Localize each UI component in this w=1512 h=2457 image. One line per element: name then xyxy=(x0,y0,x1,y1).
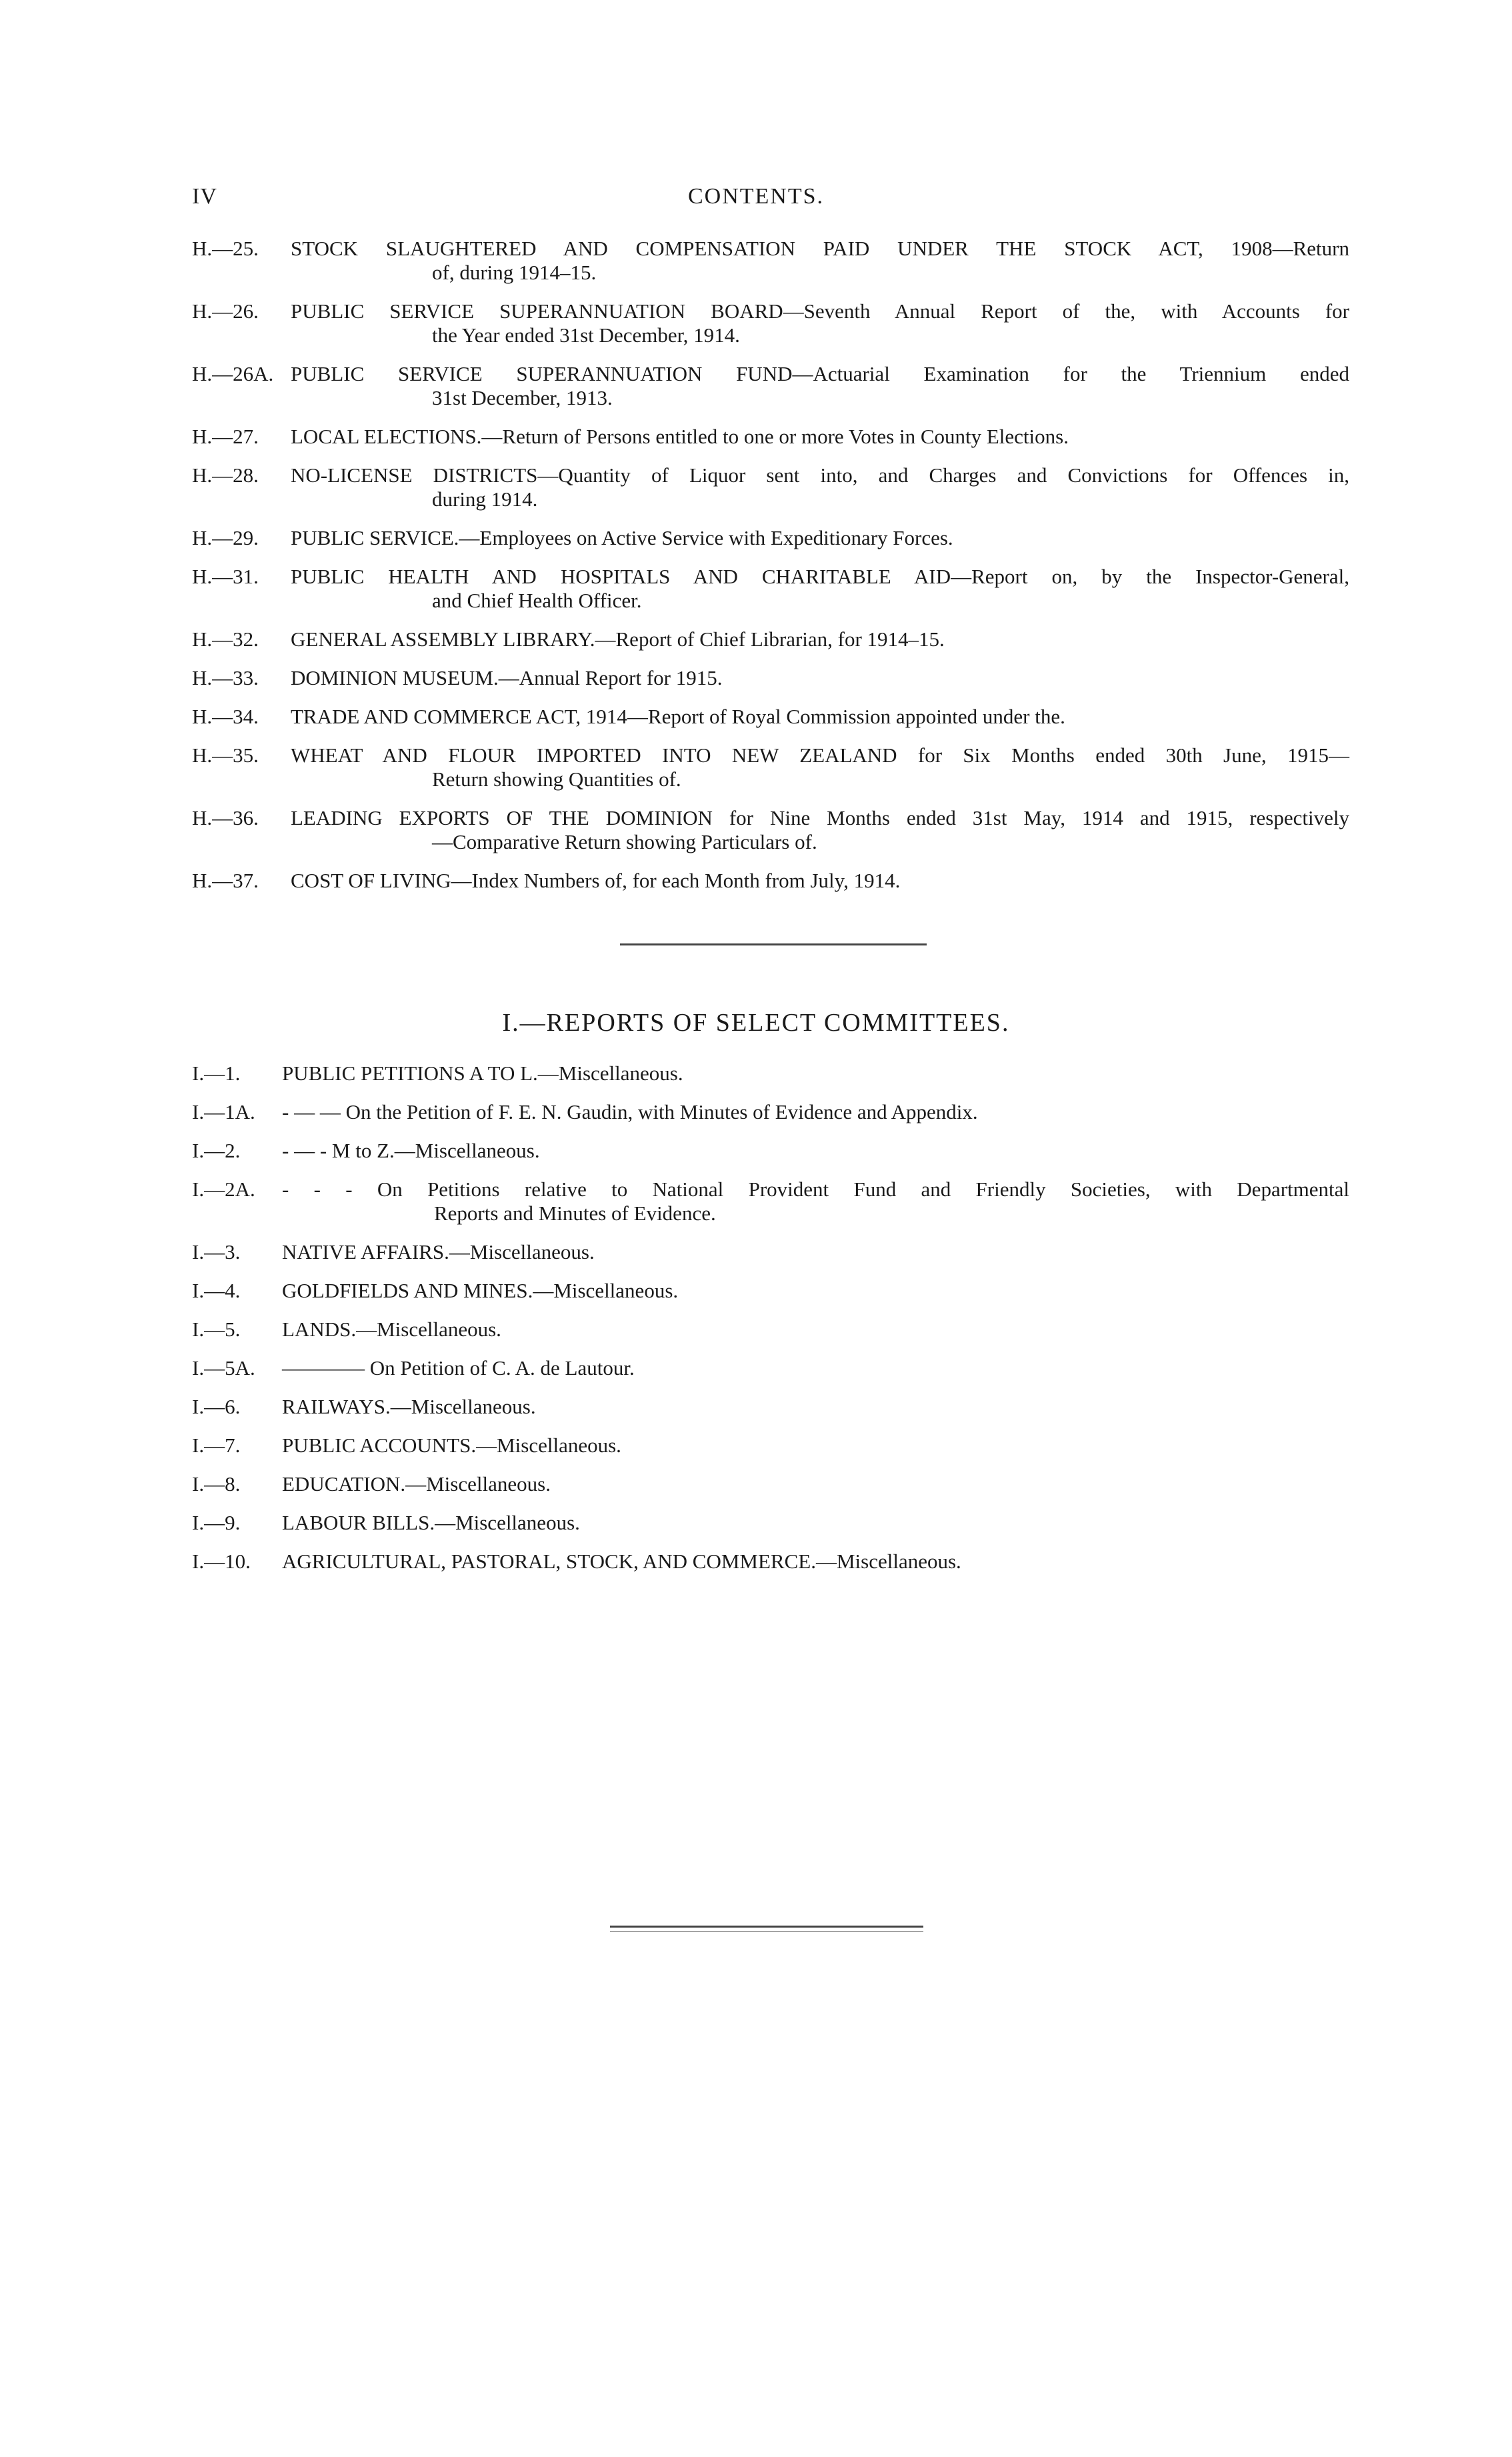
paper-code: I.—1. xyxy=(192,1061,241,1085)
paper-code: H.—37. xyxy=(192,869,259,892)
list-item xyxy=(192,1279,1349,1303)
list-item xyxy=(192,1356,1349,1380)
list-item xyxy=(192,869,1349,893)
h-series-list xyxy=(192,237,1349,907)
list-item xyxy=(192,362,1349,410)
entry-title: GENERAL ASSEMBLY LIBRARY.—Report of Chief Librarian, for 1914–15. xyxy=(291,627,945,651)
list-item xyxy=(192,1061,1349,1085)
paper-code: I.—5A. xyxy=(192,1356,255,1380)
paper-code: I.—4. xyxy=(192,1279,241,1302)
list-item xyxy=(192,526,1349,550)
list-item xyxy=(192,666,1349,690)
paper-code: I.—2. xyxy=(192,1139,241,1162)
paper-code: H.—35. xyxy=(192,743,259,767)
paper-code: H.—36. xyxy=(192,806,259,829)
list-item xyxy=(192,1511,1349,1535)
list-item xyxy=(192,299,1349,347)
entry-title: - — - M to Z.—Miscellaneous. xyxy=(282,1139,540,1162)
list-item xyxy=(192,1139,1349,1163)
entry-title: WHEAT AND FLOUR IMPORTED INTO NEW ZEALAND for Six Months ended 30th June, 1915— xyxy=(291,743,1349,767)
paper-code: H.—25. xyxy=(192,237,259,260)
running-head-title: CONTENTS. xyxy=(687,184,825,209)
entry-title: PUBLIC ACCOUNTS.—Miscellaneous. xyxy=(282,1434,621,1457)
entry-title: AGRICULTURAL, PASTORAL, STOCK, AND COMMERCE.—Miscellaneous. xyxy=(282,1550,961,1573)
i-series-list xyxy=(192,1061,1349,1588)
paper-code: H.—27. xyxy=(192,425,259,448)
list-item xyxy=(192,1434,1349,1458)
paper-code: I.—9. xyxy=(192,1511,241,1534)
entry-title: TRADE AND COMMERCE ACT, 1914—Report of Royal Commission appointed under the. xyxy=(291,705,1065,728)
entry-title: LANDS.—Miscellaneous. xyxy=(282,1318,501,1341)
list-item xyxy=(192,705,1349,729)
list-item xyxy=(192,1100,1349,1124)
entry-title: NATIVE AFFAIRS.—Miscellaneous. xyxy=(282,1240,595,1264)
paper-code: H.—33. xyxy=(192,666,259,689)
entry-title: DOMINION MUSEUM.—Annual Report for 1915. xyxy=(291,666,723,689)
list-item xyxy=(192,565,1349,613)
paper-code: H.—28. xyxy=(192,463,259,487)
entry-title: STOCK SLAUGHTERED AND COMPENSATION PAID UNDER THE STOCK ACT, 1908—Return xyxy=(291,237,1349,260)
entry-continuation: and Chief Health Officer. xyxy=(432,589,642,612)
paper-code: I.—6. xyxy=(192,1395,241,1418)
entry-title: EDUCATION.—Miscellaneous. xyxy=(282,1472,551,1496)
entry-title: GOLDFIELDS AND MINES.—Miscellaneous. xyxy=(282,1279,679,1302)
paper-code: I.—7. xyxy=(192,1434,241,1457)
entry-title: LOCAL ELECTIONS.—Return of Persons entitled to one or more Votes in County Elections. xyxy=(291,425,1069,448)
entry-title: PUBLIC SERVICE.—Employees on Active Service with Expeditionary Forces. xyxy=(291,526,953,549)
paper-code: H.—31. xyxy=(192,565,259,588)
entry-title: - — — On the Petition of F. E. N. Gaudin, with Minutes of Evidence and Appendix. xyxy=(282,1100,978,1123)
paper-code: I.—3. xyxy=(192,1240,241,1264)
paper-code: H.—32. xyxy=(192,627,259,651)
entry-title: PUBLIC SERVICE SUPERANNUATION FUND—Actuarial Examination for the Triennium ended xyxy=(291,362,1349,385)
section-divider xyxy=(620,943,927,945)
end-rule-thin xyxy=(610,1931,923,1932)
list-item xyxy=(192,1550,1349,1574)
entry-title: LABOUR BILLS.—Miscellaneous. xyxy=(282,1511,580,1534)
list-item xyxy=(192,1472,1349,1496)
list-item xyxy=(192,627,1349,651)
paper-code: H.—26. xyxy=(192,299,259,323)
entry-continuation: of, during 1914–15. xyxy=(432,261,597,284)
paper-code: H.—26A. xyxy=(192,362,274,385)
paper-code: I.—5. xyxy=(192,1318,241,1341)
entry-continuation: the Year ended 31st December, 1914. xyxy=(432,323,740,347)
entry-title: COST OF LIVING—Index Numbers of, for each Month from July, 1914. xyxy=(291,869,901,892)
section-title: I.—REPORTS OF SELECT COMMITTEES. xyxy=(502,1009,1010,1037)
end-rule xyxy=(610,1926,923,1928)
paper-code: H.—29. xyxy=(192,526,259,549)
list-item xyxy=(192,237,1349,285)
entry-continuation: during 1914. xyxy=(432,487,538,511)
paper-code: I.—2A. xyxy=(192,1177,255,1201)
list-item xyxy=(192,1177,1349,1225)
list-item xyxy=(192,1240,1349,1264)
entry-title: ———— On Petition of C. A. de Lautour. xyxy=(282,1356,635,1380)
paper-code: I.—10. xyxy=(192,1550,251,1573)
page-number: IV xyxy=(192,184,217,209)
entry-title: PUBLIC SERVICE SUPERANNUATION BOARD—Seventh Annual Report of the, with Accounts for xyxy=(291,299,1349,323)
entry-title: RAILWAYS.—Miscellaneous. xyxy=(282,1395,536,1418)
paper-code: I.—8. xyxy=(192,1472,241,1496)
list-item xyxy=(192,463,1349,511)
entry-continuation: —Comparative Return showing Particulars of. xyxy=(432,830,817,853)
list-item xyxy=(192,806,1349,854)
entry-title: - - - On Petitions relative to National Provident Fund and Friendly Societies, with Departmental xyxy=(282,1177,1349,1201)
list-item xyxy=(192,1318,1349,1342)
entry-continuation: Return showing Quantities of. xyxy=(432,767,681,791)
entry-title: PUBLIC PETITIONS A TO L.—Miscellaneous. xyxy=(282,1061,683,1085)
entry-title: PUBLIC HEALTH AND HOSPITALS AND CHARITABLE AID—Report on, by the Inspector-General, xyxy=(291,565,1349,588)
entry-title: LEADING EXPORTS OF THE DOMINION for Nine Months ended 31st May, 1914 and 1915, respectively xyxy=(291,806,1349,829)
paper-code: H.—34. xyxy=(192,705,259,728)
list-item xyxy=(192,1395,1349,1419)
list-item xyxy=(192,743,1349,791)
entry-continuation: 31st December, 1913. xyxy=(432,386,613,409)
list-item xyxy=(192,425,1349,449)
entry-title: NO-LICENSE DISTRICTS—Quantity of Liquor sent into, and Charges and Convictions for Offences in, xyxy=(291,463,1349,487)
entry-continuation: Reports and Minutes of Evidence. xyxy=(434,1201,716,1225)
paper-code: I.—1A. xyxy=(192,1100,255,1123)
